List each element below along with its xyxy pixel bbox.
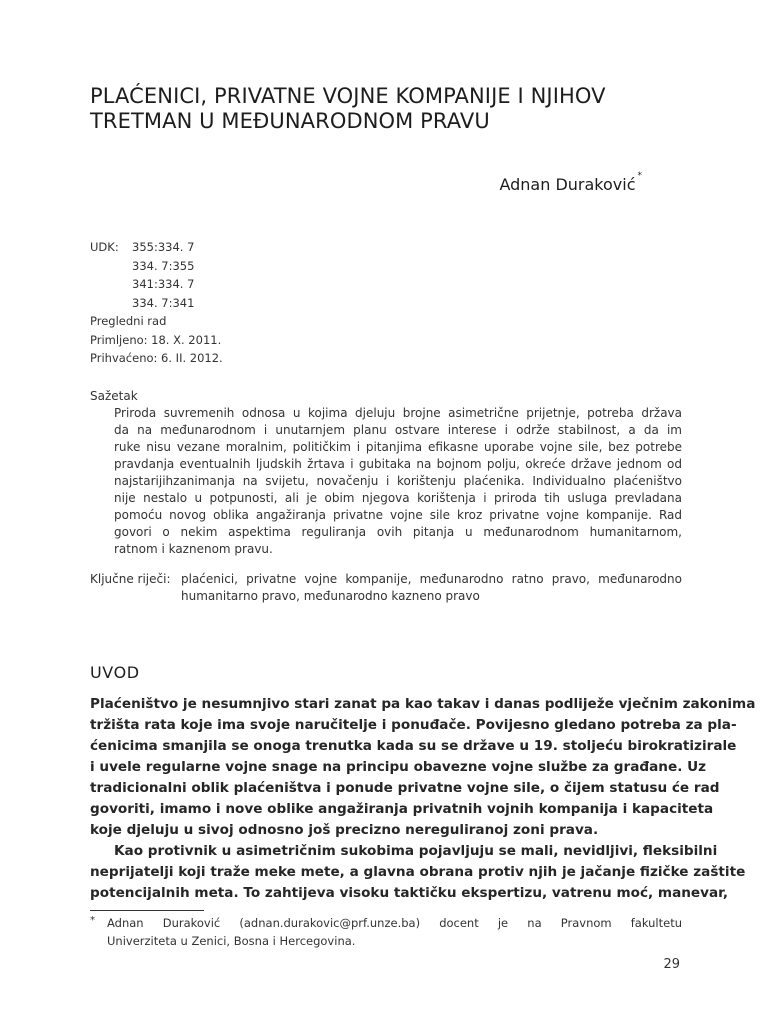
body-line: tradicionalni oblik plaćeništva i ponude privatne vojne sile, o čijem statusu će rad (90, 780, 720, 796)
body-line: Kao protivnik u asimetričnim sukobima pojavljuju se mali, nevidljivi, fleksibilni (114, 843, 718, 859)
abstract-line: ruke nisu vezane moralnim, političkim i pitanjima efikasne uporabe vojne sile, bez potrebe (114, 440, 682, 454)
footnote-text (107, 914, 682, 950)
abstract-line: ratnom i kaznenom pravu. (114, 542, 273, 556)
udk-code: 334. 7:341 (132, 295, 195, 310)
abstract-heading: Sažetak (90, 389, 138, 403)
body-line: govoriti, imamo i nove oblike angažiranja privatnih vojnih kompanija i kapaciteta (90, 801, 714, 817)
keywords-line: plaćenici, privatne vojne kompanije, međunarodno ratno pravo, međunarodno (181, 572, 682, 586)
udk-code: 334. 7:355 (132, 258, 195, 273)
body-line: neprijatelji koji traže meke mete, a glavna obrana protiv njih je jačanje fizičke zaštite (90, 864, 746, 880)
footnote-divider (90, 910, 204, 911)
udk-label: UDK: (90, 240, 119, 254)
footnote-line: Univerziteta u Zenici, Bosna i Hercegovina. (107, 934, 356, 948)
abstract-line: pravdanja eventualnih ljudskih žrtava i gubitaka na bojnom polju, okreće države jednom od (114, 457, 682, 471)
abstract-body (90, 405, 682, 558)
body-line: i uvele regularne vojne snage na principu obavezne vojne službe za građane. Uz (90, 759, 707, 775)
abstract-line: Priroda suvremenih odnosa u kojima djeluju brojne asimetrične prijetnje, potreba država (114, 406, 682, 420)
accepted-date: Prihvaćeno: 6. II. 2012. (90, 351, 223, 365)
body-line: koje djeluju u sivoj odnosno još precizno nereguliranoj zoni prava. (90, 822, 599, 838)
keywords-line: humanitarno pravo, međunarodno kazneno pravo (181, 589, 480, 603)
body-line: tržišta rata koje ima svoje naručitelje i ponuđače. Povijesno gledano potreba za pla- (90, 717, 737, 733)
abstract-line: pomoću novog oblika angažiranja privatne vojne sile kroz privatne vojne kompanije. Rad (114, 508, 682, 522)
article-title (90, 84, 690, 134)
udk-code: 341:334. 7 (132, 277, 195, 291)
abstract-line: da na međunarodnom i unutarnjem planu ostvare interese i održe stabilnost, a da im (114, 423, 682, 437)
keywords-list (181, 571, 682, 605)
footnote-mark: * (90, 915, 95, 926)
keywords-label: Ključne riječi: (90, 572, 171, 586)
abstract-line: nije nestalo u potpunosti, ali je obim njegova korištenja i priroda tih usluga prevladana (114, 491, 682, 505)
body-line: Plaćeništvo je nesumnjivo stari zanat pa kao takav i danas podliježe vječnim zakonima (90, 696, 756, 712)
section-heading: UVOD (90, 663, 140, 682)
abstract (90, 388, 682, 558)
author-footnote-mark: * (637, 170, 642, 181)
received-date: Primljeno: 18. X. 2011. (90, 332, 222, 347)
abstract-line: najstarijihzanimanja na svijetu, novačenju i korištenju plaćenika. Individualno plaćeništvo (114, 474, 682, 488)
body-text (90, 694, 756, 904)
body-line: ćenicima smanjila se onoga trenutka kada su se države u 19. stoljeću birokratizirale (90, 738, 737, 754)
paper-type: Pregledni rad (90, 314, 167, 328)
title-line: PLAĆENICI, PRIVATNE VOJNE KOMPANIJE I NJIHOV (90, 84, 606, 108)
abstract-line: govori o nekim aspektima reguliranja ovih pitanja u međunarodnom humanitarnom, (114, 525, 682, 539)
author-name-text: Adnan Duraković (499, 175, 636, 194)
footnote-line: Adnan Duraković (adnan.durakovic@prf.unze.ba) docent je na Pravnom fakultetu (107, 916, 682, 930)
author-name (499, 170, 642, 194)
body-line: potencijalnih meta. To zahtijeva visoku taktičku ekspertizu, vatrenu moć, manevar, (90, 885, 729, 901)
title-line: TRETMAN U MEĐUNARODNOM PRAVU (90, 109, 490, 133)
udk-code: 355:334. 7 (132, 240, 195, 254)
page-number: 29 (663, 957, 680, 972)
article-metadata (90, 238, 223, 368)
